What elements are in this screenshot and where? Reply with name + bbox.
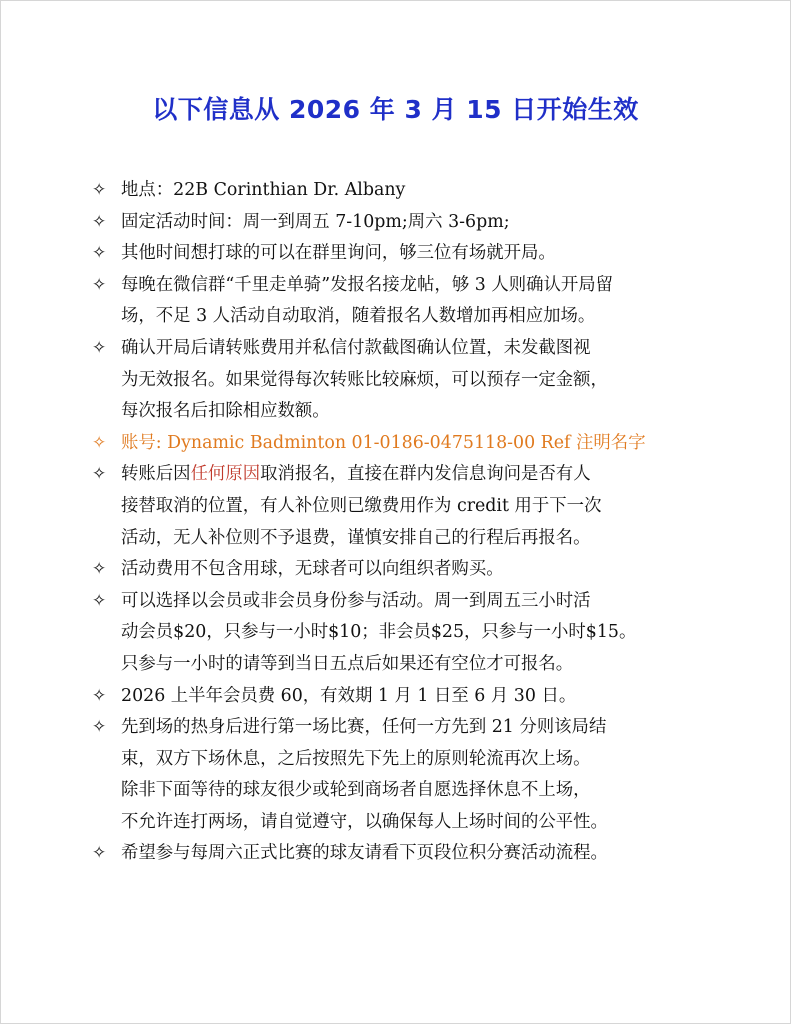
page-title: 以下信息从 2026 年 3 月 15 日开始生效 [152,95,639,124]
item-line: 每次报名后扣除相应数额。 [121,401,330,422]
bullet-icon: ✧ [92,337,107,358]
list-item-cancellation [92,459,732,554]
bullet-icon: ✧ [92,432,107,453]
list-item-schedule [92,207,732,239]
list-item-signup [92,270,732,333]
list-item-location [92,175,732,207]
bullet-icon: ✧ [92,243,107,264]
item-line: 只参与一小时的请等到当日五点后如果还有空位才可报名。 [121,653,574,674]
list-item-membership-fee [92,681,732,713]
item-line: 活动费用不包含用球，无球者可以向组织者购买。 [121,559,504,580]
bullet-icon: ✧ [92,590,107,611]
item-line [121,459,732,491]
item-line: 确认开局后请转账费用并私信付款截图确认位置，未发截图视 [121,337,591,358]
bullet-icon: ✧ [92,180,107,200]
line-text: 转账后因 [121,464,191,485]
line-text: 取消报名，直接在群内发信息询问是否有人 [260,464,591,485]
list-item-shuttles [92,554,732,586]
account-line: 账号: Dynamic Badminton 01-0186-0475118-00 Ref 注明名字 [121,432,646,453]
bullet-icon: ✧ [92,717,107,738]
list-item-payment [92,333,732,428]
item-line: 2026 上半年会员费 60，有效期 1 月 1 日至 6 月 30 日。 [121,685,577,706]
item-line: 为无效报名。如果觉得每次转账比较麻烦，可以预存一定金额， [121,369,608,390]
highlight-text: 任何原因 [190,464,261,485]
list-item-membership [92,586,732,681]
list-item-rotation-rules [92,712,732,838]
bullet-icon: ✧ [92,464,107,485]
bullet-icon: ✧ [92,274,107,295]
item-line: 每晚在微信群“千里走单骑”发报名接龙帖，够 3 人则确认开局留 [121,274,614,295]
list-item-other-times [92,238,732,270]
item-line: 地点：22B Corinthian Dr. Albany [121,180,406,200]
list-item-saturday-matches [92,838,732,870]
item-line: 动会员$20，只参与一小时$10；非会员$25，只参与一小时$15。 [121,622,637,643]
item-line: 除非下面等待的球友很少或轮到商场者自愿选择休息不上场， [121,780,591,801]
info-list [92,175,732,870]
item-line: 束，双方下场休息，之后按照先下先上的原则轮流再次上场。 [121,748,591,769]
item-line: 固定活动时间：周一到周五 7-10pm;周六 3-6pm; [121,211,510,232]
bullet-icon: ✧ [92,843,107,864]
item-line: 其他时间想打球的可以在群里询问，够三位有场就开局。 [121,243,556,264]
item-line: 活动，无人补位则不予退费，谨慎安排自己的行程后再报名。 [121,527,591,548]
item-line: 可以选择以会员或非会员身份参与活动。周一到周五三小时活 [121,590,591,611]
bullet-icon: ✧ [92,559,107,580]
item-line: 场，不足 3 人活动自动取消，随着报名人数增加再相应加场。 [121,306,596,327]
item-line: 希望参与每周六正式比赛的球友请看下页段位积分赛活动流程。 [121,843,608,864]
list-item-account [92,428,732,460]
item-line: 不允许连打两场，请自觉遵守，以确保每人上场时间的公平性。 [121,811,608,832]
item-line: 先到场的热身后进行第一场比赛，任何一方先到 21 分则该局结 [121,717,607,738]
item-line: 接替取消的位置，有人补位则已缴费用作为 credit 用于下一次 [121,495,602,516]
bullet-icon: ✧ [92,211,107,232]
bullet-icon: ✧ [92,685,107,706]
